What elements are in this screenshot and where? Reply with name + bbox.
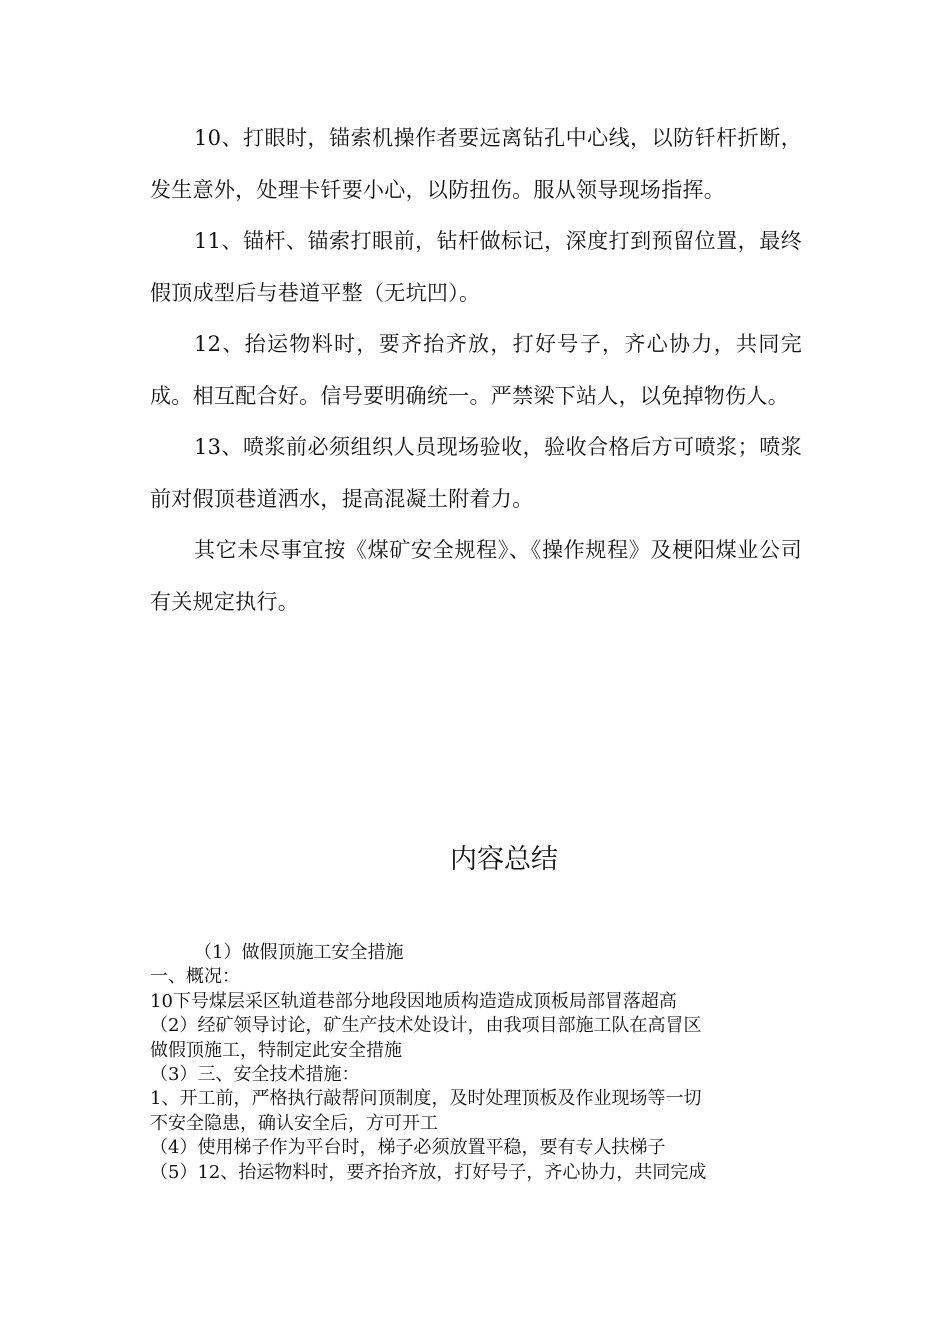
summary-list	[150, 941, 790, 1185]
summary-title: 内容总结	[450, 844, 558, 875]
summary-line: （5）12、抬运物料时，要齐抬齐放，打好号子，齐心协力，共同完成	[150, 1161, 707, 1183]
paragraph-item-13: 13、喷浆前必须组织人员现场验收，验收合格后方可喷浆；喷浆前对假顶巷道洒水，提高混凝土附着力。	[150, 435, 802, 511]
summary-line: （2）经矿领导讨论，矿生产技术处设计，由我项目部施工队在高冒区	[150, 1015, 702, 1037]
document-body	[150, 113, 802, 628]
summary-line: 不安全隐患，确认安全后，方可开工	[150, 1112, 438, 1134]
summary-line: （3）三、安全技术措施：	[150, 1064, 360, 1086]
summary-line: （4）使用梯子作为平台时，梯子必须放置平稳，要有专人扶梯子	[150, 1137, 666, 1159]
summary-line: 一、概况：	[150, 966, 240, 988]
summary-line: （1）做假顶施工安全措施	[194, 942, 404, 963]
summary-line: 10下号煤层采区轨道巷部分地段因地质构造造成顶板局部冒落超高	[150, 990, 677, 1012]
paragraph-item-12: 12、抬运物料时，要齐抬齐放，打好号子，齐心协力，共同完成。相互配合好。信号要明确统一。严禁梁下站人，以免掉物伤人。	[150, 332, 802, 408]
summary-line: 做假顶施工，特制定此安全措施	[150, 1039, 402, 1061]
paragraph-item-11: 11、锚杆、锚索打眼前，钻杆做标记，深度打到预留位置，最终假顶成型后与巷道平整（无坑凹）。	[150, 229, 802, 305]
summary-line: 1、开工前，严格执行敲帮问顶制度，及时处理顶板及作业现场等一切	[150, 1088, 702, 1110]
paragraph-closing: 其它未尽事宜按《煤矿安全规程》、《操作规程》及梗阳煤业公司有关规定执行。	[150, 538, 802, 614]
paragraph-item-10: 10、打眼时，锚索机操作者要远离钻孔中心线，以防钎杆折断，发生意外，处理卡钎要小心，以防扭伤。服从领导现场指挥。	[150, 126, 802, 202]
